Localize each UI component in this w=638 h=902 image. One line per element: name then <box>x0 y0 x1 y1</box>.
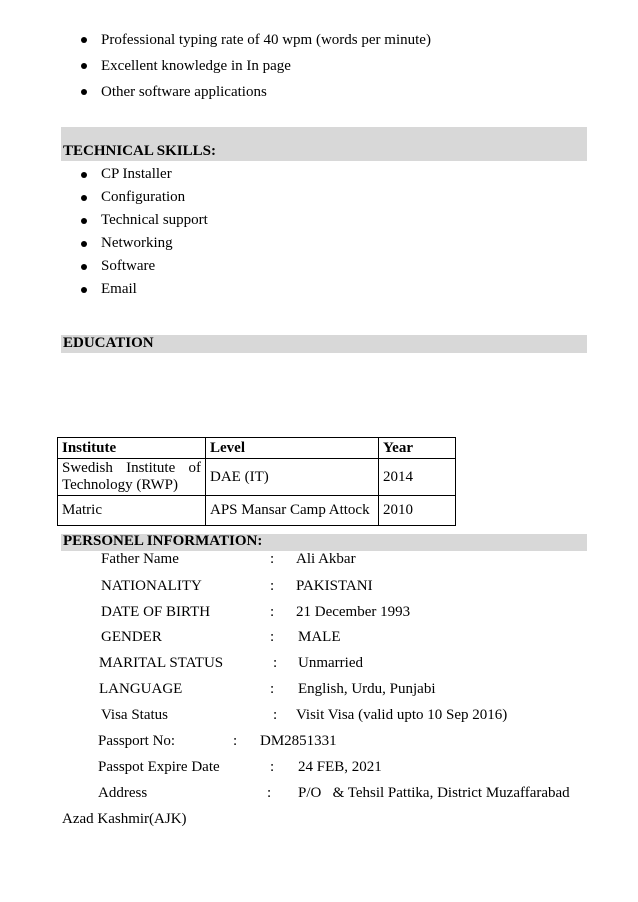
list-item <box>79 255 208 278</box>
table-row <box>58 496 456 526</box>
technical-skills-heading: TECHNICAL SKILLS: <box>63 143 216 159</box>
list-item-text: Other software applications <box>101 84 267 100</box>
list-item-text: Email <box>101 281 137 297</box>
list-item-text: Networking <box>101 235 173 251</box>
info-label: Passport No: <box>98 733 176 749</box>
list-item <box>79 79 431 105</box>
list-item-text: Configuration <box>101 189 186 205</box>
info-value: P/O & Tehsil Pattika, District Muzaffarabad <box>298 785 570 801</box>
info-value: MALE <box>298 629 341 645</box>
table-header-cell: Institute <box>58 438 206 459</box>
address-continued: Azad Kashmir(AJK) <box>62 811 187 827</box>
info-separator: : <box>270 629 275 645</box>
personal-info-heading: PERSONEL INFORMATION: <box>63 533 263 549</box>
bullet-icon <box>81 172 87 178</box>
list-item <box>79 232 208 255</box>
education-table <box>57 437 456 526</box>
info-separator: : <box>270 681 275 697</box>
info-label: Visa Status <box>101 707 169 723</box>
table-cell: Swedish Institute of Technology (RWP) <box>58 459 206 496</box>
table-cell: DAE (IT) <box>206 459 379 496</box>
table-header-row <box>58 438 456 459</box>
table-header-cell: Level <box>206 438 379 459</box>
info-label: Father Name <box>101 551 179 567</box>
technical-skills-list <box>79 163 208 301</box>
info-label: GENDER <box>101 629 162 645</box>
education-header-bar <box>61 335 587 353</box>
list-item <box>79 278 208 301</box>
list-item <box>79 186 208 209</box>
info-label: NATIONALITY <box>101 578 202 594</box>
info-value: Ali Akbar <box>296 551 356 567</box>
bullet-icon <box>81 89 87 95</box>
technical-skills-header-bar <box>61 127 587 161</box>
list-item <box>79 27 431 53</box>
table-cell: 2014 <box>379 459 456 496</box>
info-label: DATE OF BIRTH <box>101 604 211 620</box>
table-row <box>58 459 456 496</box>
bullet-icon <box>81 218 87 224</box>
info-separator: : <box>267 785 272 801</box>
info-value: Visit Visa (valid upto 10 Sep 2016) <box>296 707 508 723</box>
info-separator: : <box>270 551 275 567</box>
info-separator: : <box>270 604 275 620</box>
info-value: 21 December 1993 <box>296 604 411 620</box>
info-value: Unmarried <box>298 655 363 671</box>
info-row-father-name <box>101 549 179 569</box>
education-heading: EDUCATION <box>63 335 154 351</box>
info-label: Address <box>98 785 148 801</box>
info-label: Passpot Expire Date <box>98 759 220 775</box>
info-separator: : <box>270 759 275 775</box>
top-skills-list <box>79 27 431 105</box>
table-cell: APS Mansar Camp Attock <box>206 496 379 526</box>
info-separator: : <box>270 578 275 594</box>
info-label: MARITAL STATUS <box>99 655 224 671</box>
bullet-icon <box>81 37 87 43</box>
list-item-text: Technical support <box>101 212 208 228</box>
table-cell: Matric <box>58 496 206 526</box>
list-item <box>79 53 431 79</box>
bullet-icon <box>81 241 87 247</box>
table-cell: 2010 <box>379 496 456 526</box>
bullet-icon <box>81 287 87 293</box>
bullet-icon <box>81 264 87 270</box>
info-value: English, Urdu, Punjabi <box>298 681 436 697</box>
info-value: PAKISTANI <box>296 578 373 594</box>
info-value: DM2851331 <box>260 733 337 749</box>
bullet-icon <box>81 195 87 201</box>
list-item-text: Professional typing rate of 40 wpm (words per minute) <box>101 32 431 48</box>
bullet-icon <box>81 63 87 69</box>
table-header-cell: Year <box>379 438 456 459</box>
list-item-text: Excellent knowledge in In page <box>101 58 291 74</box>
info-label: LANGUAGE <box>99 681 183 697</box>
list-item <box>79 163 208 186</box>
list-item-text: Software <box>101 258 156 274</box>
info-separator: : <box>273 707 278 723</box>
info-separator: : <box>273 655 278 671</box>
list-item <box>79 209 208 232</box>
info-separator: : <box>233 733 238 749</box>
info-value: 24 FEB, 2021 <box>298 759 382 775</box>
list-item-text: CP Installer <box>101 166 172 182</box>
